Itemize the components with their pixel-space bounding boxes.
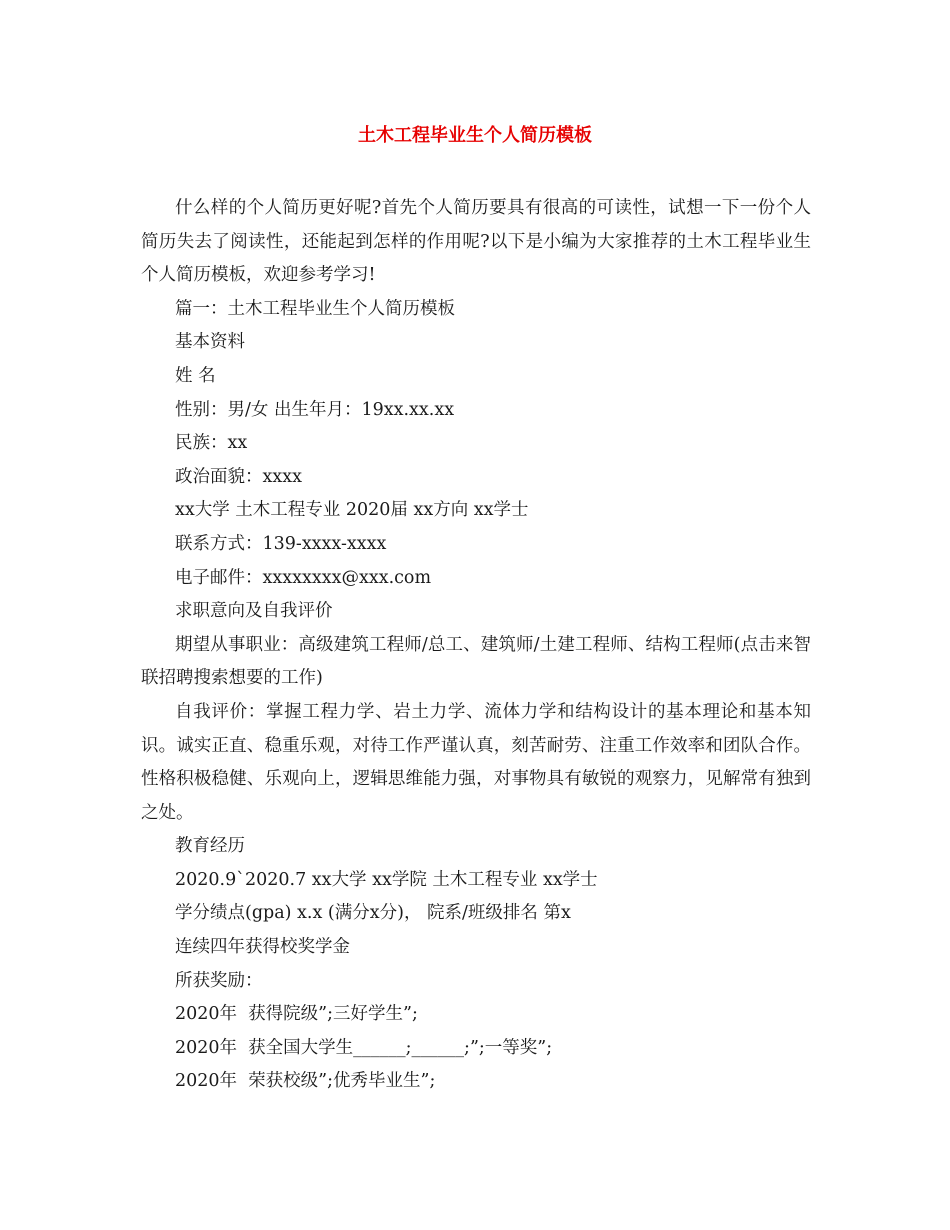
- self-evaluation-paragraph: 自我评价：掌握工程力学、岩土力学、流体力学和结构设计的基本理论和基本知识。诚实正直、稳重乐观，对待工作严谨认真，刻苦耐劳、注重工作效率和团队合作。性格积极稳健、乐观向上，逻辑思维能力强，对事物具有敏锐的观察力，见解常有独到之处。: [141, 701, 811, 823]
- gpa-line: 学分绩点(gpa) x.x (满分x分)， 院系/班级排名 第x: [175, 903, 571, 924]
- education-heading: 教育经历: [175, 836, 245, 857]
- document-body: [141, 192, 811, 1099]
- political-status-line: 政治面貌：xxxx: [175, 466, 302, 487]
- award-item: 2020年 获全国大学生______;______;”;一等奖”;: [175, 1037, 553, 1058]
- award-item: 2020年 获得院级”;三好学生”;: [175, 1004, 418, 1025]
- name-line: 姓 名: [175, 365, 216, 386]
- awards-heading: 所获奖励：: [175, 970, 263, 991]
- award-item: 2020年 荣获校级”;优秀毕业生”;: [175, 1071, 436, 1092]
- ethnicity-line: 民族：xx: [175, 433, 248, 454]
- document-title: 土木工程毕业生个人简历模板: [358, 125, 592, 146]
- desired-position-paragraph: 期望从事职业：高级建筑工程师/总工、建筑师/土建工程师、结构工程师(点击来智联招聘搜索想要的工作): [141, 634, 811, 689]
- contact-line: 联系方式：139-xxxx-xxxx: [175, 533, 387, 554]
- section-heading: 篇一：土木工程毕业生个人简历模板: [175, 298, 455, 319]
- email-line: 电子邮件：xxxxxxxx@xxx.com: [175, 567, 432, 588]
- gender-birth-line: 性别：男/女 出生年月：19xx.xx.xx: [175, 399, 455, 420]
- basic-info-heading: 基本资料: [175, 332, 245, 353]
- intro-paragraph: 什么样的个人简历更好呢?首先个人简历要具有很高的可读性，试想一下一份个人简历失去了阅读性，还能起到怎样的作用呢?以下是小编为大家推荐的土木工程毕业生个人简历模板，欢迎参考学习!: [141, 198, 811, 286]
- school-line: xx大学 土木工程专业 2020届 xx方向 xx学士: [175, 500, 529, 521]
- education-line: 2020.9`2020.7 xx大学 xx学院 土木工程专业 xx学士: [175, 869, 598, 890]
- objective-heading: 求职意向及自我评价: [175, 601, 333, 622]
- scholarship-line: 连续四年获得校奖学金: [175, 937, 350, 958]
